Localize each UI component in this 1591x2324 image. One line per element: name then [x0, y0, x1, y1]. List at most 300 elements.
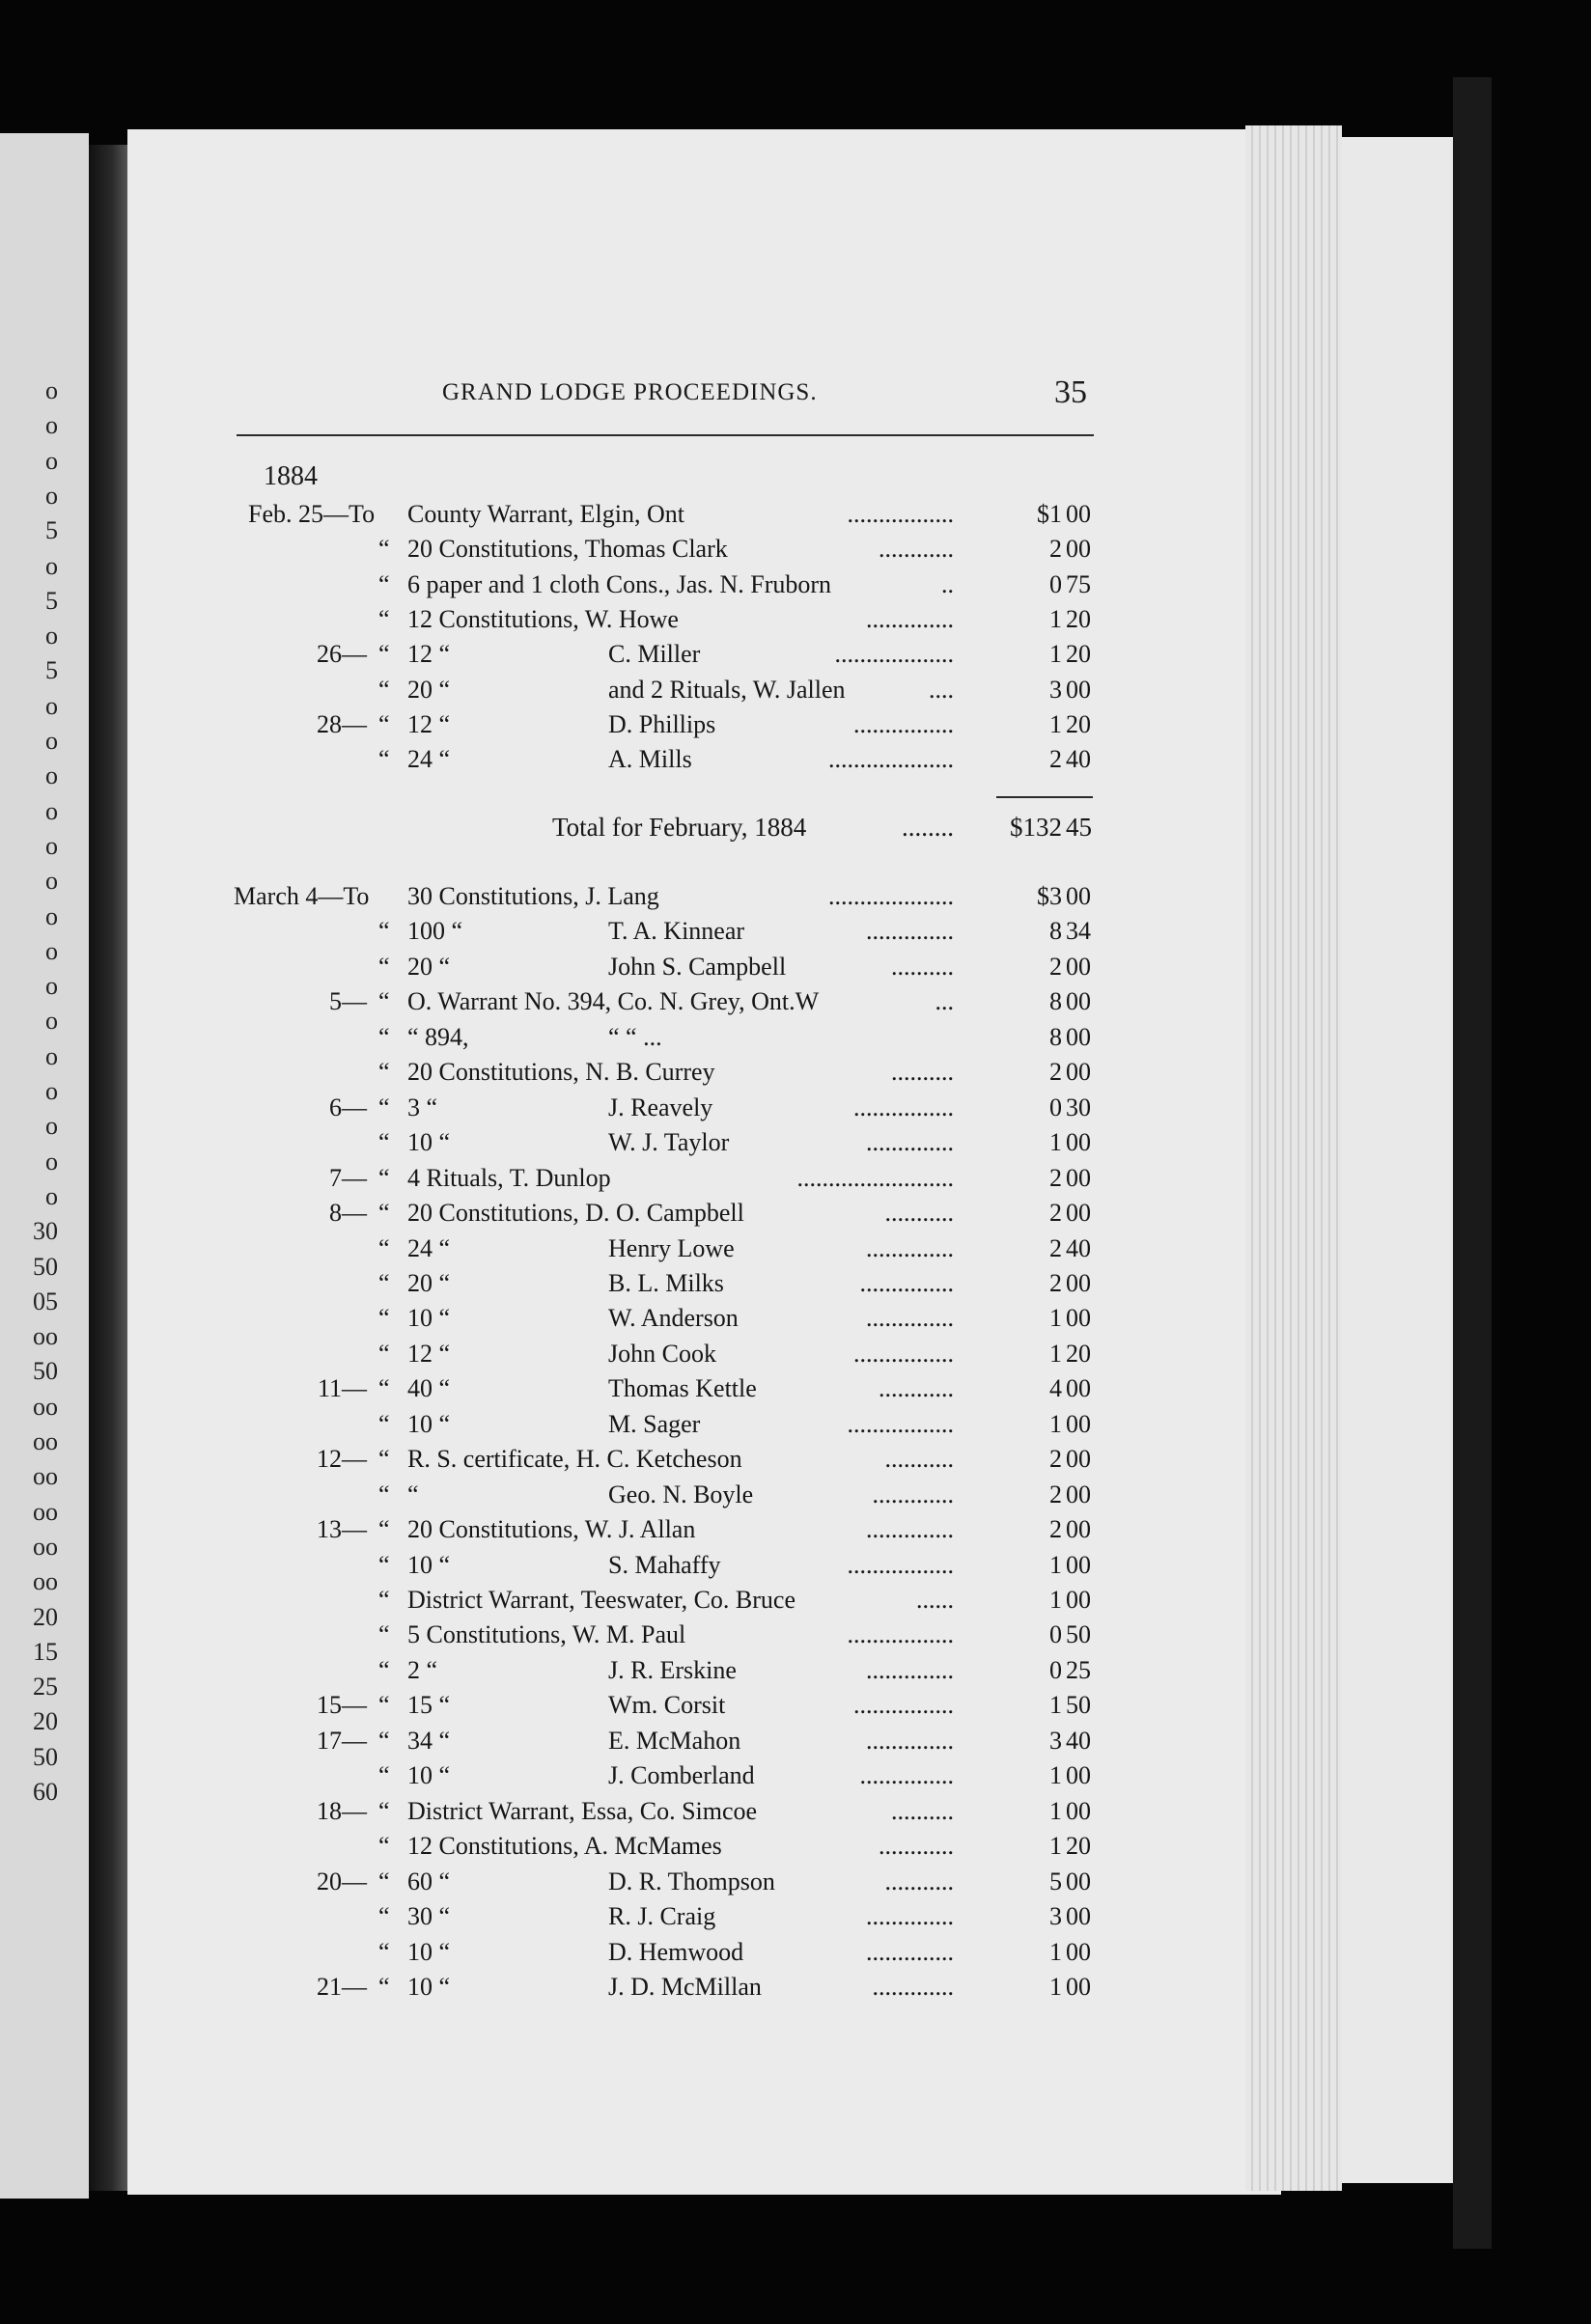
ditto-mark: “: [378, 1515, 390, 1544]
ledger-row: [0, 1868, 1197, 1902]
ledger-row: [0, 1058, 1197, 1093]
entry-description: 20 Constitutions, N. B. Currey: [407, 1058, 715, 1087]
ditto-mark: “: [378, 1796, 390, 1825]
previous-page-digit: o: [45, 446, 58, 475]
ledger-row: [0, 1023, 1197, 1058]
previous-page-digit: 15: [33, 1637, 58, 1666]
amount-dollars: 2: [1049, 535, 1062, 564]
entry-name: Henry Lowe: [608, 1233, 735, 1262]
amount-dollars: 1: [1049, 1339, 1062, 1368]
entry-name: M. Sager: [608, 1409, 701, 1438]
entry-date: 11—: [317, 1374, 367, 1403]
entry-name: Geo. N. Boyle: [608, 1480, 754, 1508]
entry-quantity: 3 “: [407, 1093, 438, 1121]
amount-cents: 25: [1066, 1655, 1091, 1684]
ledger-row: [0, 1128, 1197, 1163]
amount-cents: 00: [1066, 1480, 1091, 1508]
leader-dots: ................: [853, 1093, 954, 1121]
ditto-mark: “: [378, 535, 390, 564]
running-header: GRAND LODGE PROCEEDINGS.: [442, 379, 818, 405]
ditto-mark: “: [378, 1972, 390, 2001]
previous-page-digit: o: [45, 481, 58, 510]
ledger-row: [0, 1797, 1197, 1832]
previous-page-digit: oo: [33, 1322, 58, 1351]
ledger-row: [0, 605, 1197, 640]
ditto-mark: “: [378, 952, 390, 981]
entry-name: S. Mahaffy: [608, 1550, 721, 1579]
entry-name: J. R. Erskine: [608, 1655, 737, 1684]
previous-page-digit: oo: [33, 1427, 58, 1455]
amount-cents: 00: [1066, 1515, 1091, 1544]
amount-cents: 00: [1066, 1058, 1091, 1087]
leader-dots: ..........: [891, 952, 954, 981]
ditto-mark: “: [378, 1339, 390, 1368]
amount-dollars: 5: [1049, 1867, 1062, 1895]
amount-dollars: 2: [1049, 1268, 1062, 1297]
amount-dollars: 0: [1049, 1093, 1062, 1121]
amount-dollars: 1: [1049, 604, 1062, 633]
amount-dollars: 0: [1049, 1620, 1062, 1649]
previous-page-digit: 30: [33, 1217, 58, 1246]
ledger-row: [0, 1761, 1197, 1796]
amount-cents: 75: [1066, 569, 1091, 598]
ledger-row: [0, 710, 1197, 745]
leader-dots: ..........: [891, 1796, 954, 1825]
leader-dots: ...........: [884, 1445, 954, 1474]
ledger-row: [0, 917, 1197, 952]
leader-dots: ..............: [866, 1937, 954, 1966]
previous-page-digit: 5: [45, 516, 58, 545]
ledger-row: [0, 676, 1197, 710]
ledger-row: [0, 1410, 1197, 1445]
amount-dollars: 1: [1049, 1972, 1062, 2001]
entry-description: District Warrant, Teeswater, Co. Bruce: [407, 1586, 796, 1614]
amount-dollars: 2: [1049, 1480, 1062, 1508]
previous-page-digit: o: [45, 936, 58, 965]
entry-name: T. A. Kinnear: [608, 917, 745, 946]
ditto-mark: “: [378, 1058, 390, 1087]
february-total-row: [0, 813, 1197, 847]
ledger-row: [0, 535, 1197, 569]
amount-dollars: 2: [1049, 952, 1062, 981]
previous-page-digit: oo: [33, 1462, 58, 1491]
previous-page-digit: o: [45, 411, 58, 440]
entry-name: J. Comberland: [608, 1761, 755, 1790]
entry-quantity: 60 “: [407, 1867, 451, 1895]
sum-rule: [996, 796, 1093, 798]
entry-date: 6—: [329, 1093, 367, 1121]
amount-dollars: 1: [1049, 1691, 1062, 1720]
previous-page-digit: oo: [33, 1392, 58, 1421]
ditto-mark: “: [378, 1655, 390, 1684]
ledger-row: [0, 1656, 1197, 1691]
leader-dots: ............: [879, 1832, 954, 1861]
amount-cents: 00: [1066, 1586, 1091, 1614]
leader-dots: ...................: [834, 640, 954, 669]
entry-date: 21—: [317, 1972, 367, 2001]
amount-cents: 20: [1066, 1339, 1091, 1368]
entry-date: 15—: [317, 1691, 367, 1720]
leader-dots: ..............: [866, 1515, 954, 1544]
ditto-mark: “: [378, 1093, 390, 1121]
ledger-row: [0, 745, 1197, 780]
ledger-row: [0, 1304, 1197, 1339]
ledger-row: [0, 1199, 1197, 1233]
amount-cents: 00: [1066, 1761, 1091, 1790]
entry-quantity: 10 “: [407, 1550, 451, 1579]
amount-cents: 20: [1066, 604, 1091, 633]
entry-date: 17—: [317, 1726, 367, 1755]
amount-dollars: 1: [1049, 1128, 1062, 1157]
leader-dots: ............: [879, 1374, 954, 1403]
ledger-row: [0, 1445, 1197, 1480]
total-label: Total for February, 1884: [552, 813, 807, 842]
entry-name: W. J. Taylor: [608, 1128, 730, 1157]
amount-cents: 00: [1066, 1128, 1091, 1157]
ditto-mark: “: [378, 1550, 390, 1579]
leader-dots: ....................: [828, 745, 954, 774]
leader-dots: .................: [847, 500, 954, 528]
entry-description: 20 Constitutions, W. J. Allan: [407, 1515, 696, 1544]
ledger-row: [0, 1620, 1197, 1655]
ditto-mark: “: [378, 1480, 390, 1508]
amount-cents: 00: [1066, 1409, 1091, 1438]
entry-name: Wm. Corsit: [608, 1691, 726, 1720]
previous-page-digit: 50: [33, 1357, 58, 1386]
entry-name: D. Hemwood: [608, 1937, 744, 1966]
entry-quantity: 10 “: [407, 1761, 451, 1790]
ditto-mark: “: [378, 709, 390, 738]
amount-cents: 40: [1066, 745, 1091, 774]
amount-cents: 20: [1066, 1832, 1091, 1861]
amount-cents: 00: [1066, 1550, 1091, 1579]
previous-page-digit: 20: [33, 1707, 58, 1736]
leader-dots: .........................: [796, 1163, 954, 1192]
amount-dollars: 2: [1049, 1515, 1062, 1544]
ditto-mark: “: [378, 1586, 390, 1614]
entry-date: 18—: [317, 1796, 367, 1825]
entry-description: 12 Constitutions, W. Howe: [407, 604, 679, 633]
leader-dots: ..............: [866, 1902, 954, 1931]
entry-date: March 4—To: [234, 882, 370, 910]
amount-dollars: 2: [1049, 1058, 1062, 1087]
previous-page-digit: 05: [33, 1286, 58, 1315]
entry-quantity: 24 “: [407, 745, 451, 774]
entry-date: 26—: [317, 640, 367, 669]
amount-dollars: 1: [1049, 1832, 1062, 1861]
entry-name: R. J. Craig: [608, 1902, 716, 1931]
previous-page-digit: o: [45, 622, 58, 650]
amount-dollars: 4: [1049, 1374, 1062, 1403]
entry-description: County Warrant, Elgin, Ont: [407, 500, 685, 528]
entry-description: O. Warrant No. 394, Co. N. Grey, Ont.W: [407, 987, 820, 1016]
total-dollars: $132: [1010, 813, 1062, 842]
leader-dots: ................: [853, 1691, 954, 1720]
entry-name: E. McMahon: [608, 1726, 741, 1755]
leader-dots: ...............: [859, 1268, 954, 1297]
amount-cents: 30: [1066, 1093, 1091, 1121]
ledger-row: [0, 500, 1197, 535]
entry-quantity: “ 894,: [407, 1022, 469, 1051]
leader-dots: ....: [929, 675, 954, 704]
amount-cents: 00: [1066, 1022, 1091, 1051]
ledger-row: [0, 1902, 1197, 1937]
amount-cents: 00: [1066, 500, 1091, 528]
header-rule: [237, 434, 1094, 436]
leader-dots: ...........: [884, 1199, 954, 1228]
leader-dots: ..: [941, 569, 954, 598]
amount-cents: 00: [1066, 1374, 1091, 1403]
entry-quantity: 10 “: [407, 1937, 451, 1966]
amount-dollars: 1: [1049, 640, 1062, 669]
amount-dollars: 1: [1049, 709, 1062, 738]
amount-cents: 00: [1066, 882, 1091, 910]
entry-name: A. Mills: [608, 745, 692, 774]
amount-dollars: 1: [1049, 1937, 1062, 1966]
ditto-mark: “: [378, 1620, 390, 1649]
previous-page-digit: o: [45, 376, 58, 404]
entry-name: “ “ ...: [608, 1022, 662, 1051]
amount-cents: 00: [1066, 1268, 1091, 1297]
previous-page-digit: 50: [33, 1252, 58, 1281]
entry-date: 28—: [317, 709, 367, 738]
entry-quantity: 15 “: [407, 1691, 451, 1720]
entry-name: B. L. Milks: [608, 1268, 724, 1297]
amount-dollars: 3: [1049, 1902, 1062, 1931]
amount-dollars: 2: [1049, 1445, 1062, 1474]
amount-cents: 00: [1066, 1796, 1091, 1825]
leader-dots: ..............: [866, 604, 954, 633]
entry-quantity: 10 “: [407, 1409, 451, 1438]
entry-description: 20 Constitutions, D. O. Campbell: [407, 1199, 744, 1228]
amount-cents: 20: [1066, 709, 1091, 738]
ditto-mark: “: [378, 1374, 390, 1403]
previous-page-digit: o: [45, 831, 58, 860]
ditto-mark: “: [378, 1022, 390, 1051]
previous-page-digit: o: [45, 796, 58, 825]
entry-quantity: 12 “: [407, 709, 451, 738]
leader-dots: .............: [872, 1972, 954, 2001]
ditto-mark: “: [378, 1128, 390, 1157]
amount-dollars: 0: [1049, 1655, 1062, 1684]
previous-page-digit: 50: [33, 1742, 58, 1771]
leader-dots: ..............: [866, 1655, 954, 1684]
ditto-mark: “: [378, 640, 390, 669]
ditto-mark: “: [378, 1304, 390, 1333]
amount-dollars: 1: [1049, 1550, 1062, 1579]
leader-dots: ................: [853, 709, 954, 738]
amount-dollars: 8: [1049, 917, 1062, 946]
ledger-row: [0, 570, 1197, 605]
ditto-mark: “: [378, 569, 390, 598]
entry-date: 5—: [329, 987, 367, 1016]
previous-page-digit: oo: [33, 1497, 58, 1526]
entry-description: 6 paper and 1 cloth Cons., Jas. N. Fruborn: [407, 569, 832, 598]
entry-quantity: 12 “: [407, 640, 451, 669]
amount-dollars: 2: [1049, 1199, 1062, 1228]
amount-cents: 00: [1066, 675, 1091, 704]
entry-name: J. Reavely: [608, 1093, 713, 1121]
ledger-row: [0, 1234, 1197, 1269]
amount-cents: 00: [1066, 1902, 1091, 1931]
ditto-mark: “: [378, 987, 390, 1016]
ledger-year: 1884: [264, 461, 318, 491]
leader-dots: ............: [879, 535, 954, 564]
previous-page-digit: 5: [45, 656, 58, 685]
entry-name: D. R. Thompson: [608, 1867, 775, 1895]
previous-page-digit: o: [45, 551, 58, 580]
entry-quantity: 100 “: [407, 917, 463, 946]
amount-cents: 00: [1066, 1199, 1091, 1228]
leader-dots: ...............: [859, 1761, 954, 1790]
book-cover-dark: [1453, 77, 1492, 2249]
ledger-row: [0, 1093, 1197, 1128]
entry-description: 5 Constitutions, W. M. Paul: [407, 1620, 686, 1649]
ditto-mark: “: [378, 1163, 390, 1192]
amount-cents: 00: [1066, 952, 1091, 981]
entry-quantity: 24 “: [407, 1233, 451, 1262]
previous-page-digit: 60: [33, 1778, 58, 1806]
ledger-row: [0, 987, 1197, 1022]
entry-description: 30 Constitutions, J. Lang: [407, 882, 659, 910]
amount-cents: 50: [1066, 1620, 1091, 1649]
ditto-mark: “: [378, 1867, 390, 1895]
ditto-mark: “: [378, 1268, 390, 1297]
entry-quantity: 20 “: [407, 675, 451, 704]
previous-page-digit: o: [45, 1147, 58, 1176]
leader-dots: ................: [853, 1339, 954, 1368]
ledger-row: [0, 1515, 1197, 1550]
entry-quantity: 34 “: [407, 1726, 451, 1755]
total-dots: ........: [902, 813, 954, 842]
amount-cents: 00: [1066, 987, 1091, 1016]
entry-name: J. D. McMillan: [608, 1972, 762, 2001]
leader-dots: ..............: [866, 1233, 954, 1262]
amount-cents: 20: [1066, 640, 1091, 669]
previous-page-digit: o: [45, 1112, 58, 1141]
amount-cents: 40: [1066, 1726, 1091, 1755]
leader-dots: .................: [847, 1620, 954, 1649]
amount-cents: 00: [1066, 1972, 1091, 2001]
entry-quantity: 40 “: [407, 1374, 451, 1403]
ditto-mark: “: [378, 1726, 390, 1755]
leader-dots: .................: [847, 1550, 954, 1579]
ledger-row: [0, 1727, 1197, 1761]
entry-date: 20—: [317, 1867, 367, 1895]
ledger-row: [0, 1269, 1197, 1304]
previous-page-digit: 5: [45, 586, 58, 615]
entry-name: Thomas Kettle: [608, 1374, 757, 1403]
entry-quantity: 2 “: [407, 1655, 438, 1684]
entry-name: D. Phillips: [608, 709, 716, 738]
previous-page-digit: o: [45, 972, 58, 1001]
entry-quantity: 12 “: [407, 1339, 451, 1368]
amount-dollars: 8: [1049, 1022, 1062, 1051]
amount-cents: 50: [1066, 1691, 1091, 1720]
previous-page-digit: o: [45, 1041, 58, 1070]
ledger-row: [0, 953, 1197, 987]
leader-dots: ..............: [866, 1128, 954, 1157]
page-number: 35: [1054, 374, 1087, 410]
entry-date: 12—: [317, 1445, 367, 1474]
leader-dots: .................: [847, 1409, 954, 1438]
leader-dots: ..............: [866, 1726, 954, 1755]
amount-dollars: 1: [1049, 1304, 1062, 1333]
amount-cents: 40: [1066, 1233, 1091, 1262]
ditto-mark: “: [378, 917, 390, 946]
amount-cents: 00: [1066, 535, 1091, 564]
entry-name: John S. Campbell: [608, 952, 787, 981]
entry-date: 8—: [329, 1199, 367, 1228]
previous-page-digit: o: [45, 1077, 58, 1105]
entry-description: R. S. certificate, H. C. Ketcheson: [407, 1445, 742, 1474]
previous-page-digit: o: [45, 761, 58, 790]
previous-page-digit: o: [45, 901, 58, 930]
previous-page-digit: 20: [33, 1602, 58, 1631]
ledger-row: [0, 1586, 1197, 1620]
entry-quantity: “: [407, 1480, 419, 1508]
entry-date: Feb. 25—To: [248, 500, 376, 528]
ditto-mark: “: [378, 1902, 390, 1931]
page-edges: [1245, 125, 1342, 2191]
ledger-row: [0, 1938, 1197, 1973]
entry-name: W. Anderson: [608, 1304, 739, 1333]
entry-description: District Warrant, Essa, Co. Simcoe: [407, 1796, 758, 1825]
ditto-mark: “: [378, 1199, 390, 1228]
previous-page-digit: o: [45, 727, 58, 755]
ditto-mark: “: [378, 675, 390, 704]
previous-page-digit: o: [45, 867, 58, 896]
previous-page-digit: o: [45, 1007, 58, 1036]
ledger-row: [0, 882, 1197, 917]
entry-quantity: 20 “: [407, 1268, 451, 1297]
book-cover-edge: [1342, 137, 1453, 2183]
amount-dollars: 2: [1049, 745, 1062, 774]
ditto-mark: “: [378, 745, 390, 774]
entry-name: C. Miller: [608, 640, 701, 669]
ledger-row: [0, 1691, 1197, 1726]
amount-dollars: 3: [1049, 1726, 1062, 1755]
entry-name: John Cook: [608, 1339, 716, 1368]
ledger-row: [0, 1973, 1197, 2007]
amount-dollars: 1: [1049, 1409, 1062, 1438]
leader-dots: ...: [935, 987, 954, 1016]
entry-quantity: 30 “: [407, 1902, 451, 1931]
amount-dollars: 1: [1049, 1796, 1062, 1825]
amount-dollars: 8: [1049, 987, 1062, 1016]
amount-dollars: 2: [1049, 1163, 1062, 1192]
amount-dollars: 1: [1049, 1586, 1062, 1614]
leader-dots: ......: [916, 1586, 954, 1614]
previous-page-digit: o: [45, 691, 58, 720]
ledger-row: [0, 1164, 1197, 1199]
ditto-mark: “: [378, 1832, 390, 1861]
ledger-row: [0, 1340, 1197, 1374]
amount-cents: 34: [1066, 917, 1091, 946]
amount-dollars: 0: [1049, 569, 1062, 598]
amount-dollars: $1: [1037, 500, 1062, 528]
amount-cents: 00: [1066, 1163, 1091, 1192]
entry-quantity: 10 “: [407, 1128, 451, 1157]
leader-dots: ....................: [828, 882, 954, 910]
leader-dots: .............: [872, 1480, 954, 1508]
previous-page-digit: oo: [33, 1567, 58, 1596]
amount-cents: 00: [1066, 1445, 1091, 1474]
ledger-row: [0, 1832, 1197, 1867]
total-cents: 45: [1066, 813, 1092, 842]
ditto-mark: “: [378, 1937, 390, 1966]
leader-dots: ..............: [866, 917, 954, 946]
